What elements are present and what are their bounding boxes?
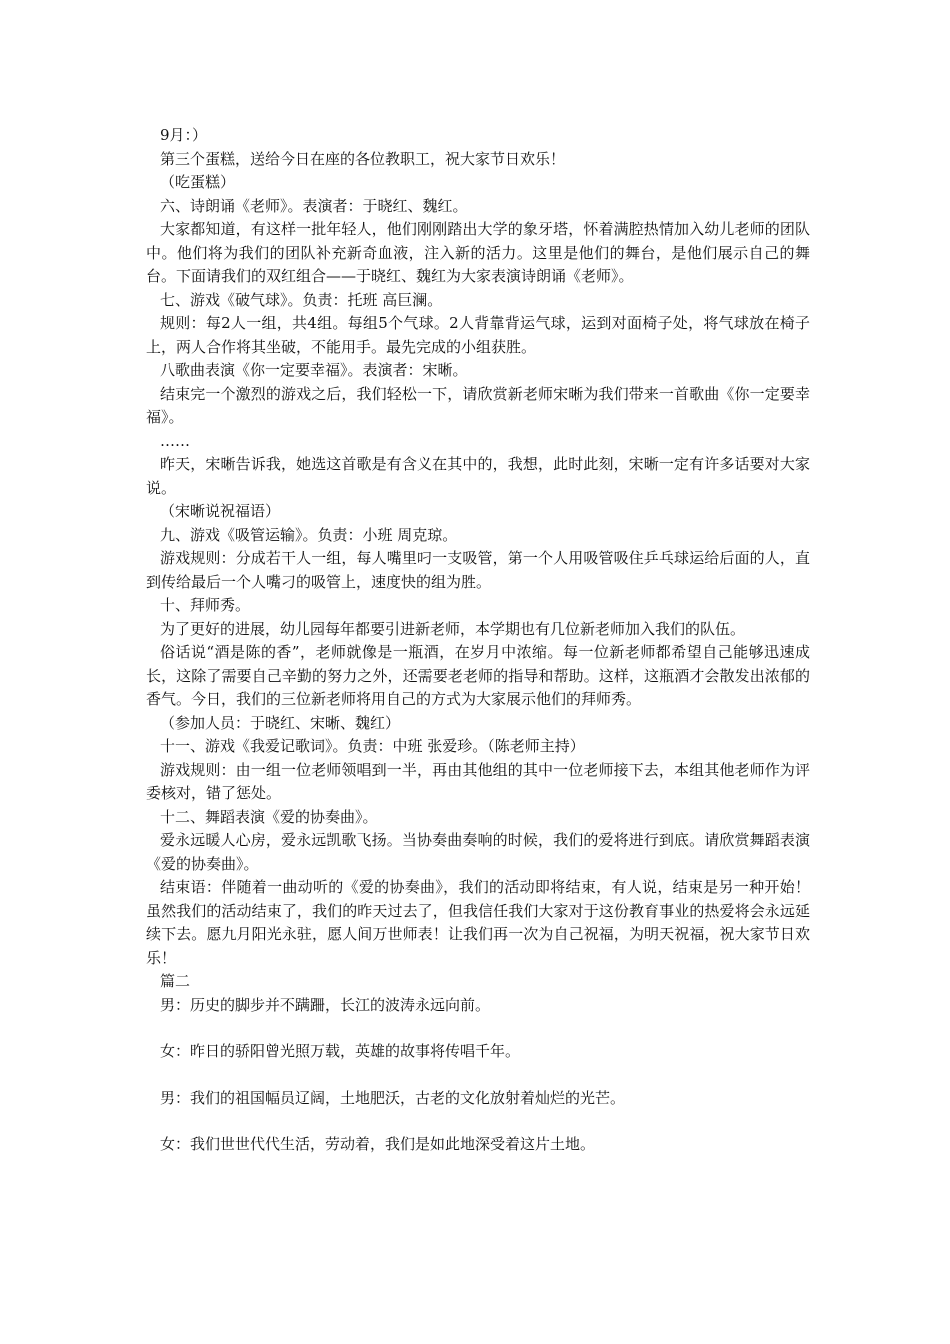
paragraph: 游戏规则：分成若干人一组，每人嘴里叼一支吸管，第一个人用吸管吸住乒乓球运给后面的人，直到传给最后一个人嘴刁的吸管上，速度快的组为胜。 xyxy=(146,549,810,591)
paragraph: 第三个蛋糕，送给今日在座的各位教职工，祝大家节日欢乐！ xyxy=(160,149,566,168)
section-heading: 篇二 xyxy=(160,972,191,990)
paragraph: 俗话说“酒是陈的香”，老师就像是一瓶酒，在岁月中浓缩。每一位新老师都希望自己能够迅速成长，这除了需要自己辛勤的努力之外，还需要老老师的指导和帮助。这样，这瓶酒才会散发出浓郁的香气。今日，我们的三位新老师将用自己的方式为大家展示他们的拜师秀。 xyxy=(146,643,810,708)
section-heading: 十二、舞蹈表演《爱的协奏曲》。 xyxy=(160,807,378,826)
paragraph: 爱永远暖人心房，爱永远凯歌飞扬。当协奏曲奏响的时候，我们的爱将进行到底。请欣赏舞蹈表演《爱的协奏曲》。 xyxy=(146,831,810,873)
blank-line xyxy=(146,1017,810,1040)
paragraph: 昨天，宋晰告诉我，她选这首歌是有含义在其中的，我想，此时此刻，宋晰一定有许多话要对大家说。 xyxy=(146,455,810,497)
paragraph: 结束完一个激烈的游戏之后，我们轻松一下，请欣赏新老师宋晰为我们带来一首歌曲《你一定要幸福》。 xyxy=(146,384,810,426)
paragraph: （吃蛋糕） xyxy=(160,173,236,191)
paragraph: 规则：每2人一组，共4组。每组5个气球。2人背靠背运气球，运到对面椅子处，将气球放在椅子上，两人合作将其坐破，不能用手。最先完成的小组获胜。 xyxy=(146,314,810,356)
dialogue-line: 女：昨日的骄阳曾光照万载，英雄的故事将传唱千年。 xyxy=(160,1042,521,1060)
section-heading: 十、拜师秀。 xyxy=(160,596,251,614)
paragraph: （宋晰说祝福语） xyxy=(160,502,281,520)
paragraph: 游戏规则：由一组一位老师领唱到一半，再由其他组的其中一位老师接下去，本组其他老师作为评委核对，错了惩处。 xyxy=(146,760,810,802)
blank-line xyxy=(146,1110,810,1133)
dialogue-line: 男：历史的脚步并不蹒跚，长江的波涛永远向前。 xyxy=(160,995,491,1014)
paragraph: 为了更好的进展，幼儿园每年都要引进新老师，本学期也有几位新老师加入我们的队伍。 xyxy=(160,619,746,638)
section-heading: 九、游戏《吸管运输》。负责：小班 周克琼。 xyxy=(160,525,458,544)
section-heading: 十一、游戏《我爱记歌词》。负责：中班 张爱珍。（陈老师主持） xyxy=(160,737,585,755)
paragraph: 结束语：伴随着一曲动听的《爱的协奏曲》，我们的活动即将结束，有人说，结束是另一种开始！虽然我们的活动结束了，我们的昨天过去了，但我信任我们大家对于这份教育事业的热爱将会永远延续下去。愿九月阳光永驻，愿人间万世师表！让我们再一次为自己祝福，为明天祝福，祝大家节日欢乐！ xyxy=(146,878,810,967)
document-page xyxy=(146,124,810,1157)
dialogue-line: 女：我们世世代代生活，劳动着，我们是如此地深受着这片土地。 xyxy=(160,1135,596,1153)
paragraph: （参加人员：于晓红、宋晰、魏红） xyxy=(160,713,401,732)
section-heading: 六、诗朗诵《老师》。表演者：于晓红、魏红。 xyxy=(160,196,468,215)
section-heading: 七、游戏《破气球》。负责：托班 高巨澜。 xyxy=(160,290,443,309)
paragraph: 9月：） xyxy=(160,126,208,144)
section-heading: 八歌曲表演《你一定要幸福》。表演者：宋晰。 xyxy=(160,361,468,379)
blank-line xyxy=(146,1064,810,1087)
ellipsis: …… xyxy=(160,431,190,450)
dialogue-line: 男：我们的祖国幅员辽阔，土地肥沃，古老的文化放射着灿烂的光芒。 xyxy=(160,1088,626,1107)
paragraph: 大家都知道，有这样一批年轻人，他们刚刚踏出大学的象牙塔，怀着满腔热情加入幼儿老师的团队中。他们将为我们的团队补充新奇血液，注入新的活力。这里是他们的舞台，是他们展示自己的舞台。下面请我们的双红组合——于晓红、魏红为大家表演诗朗诵《老师》。 xyxy=(146,220,810,285)
